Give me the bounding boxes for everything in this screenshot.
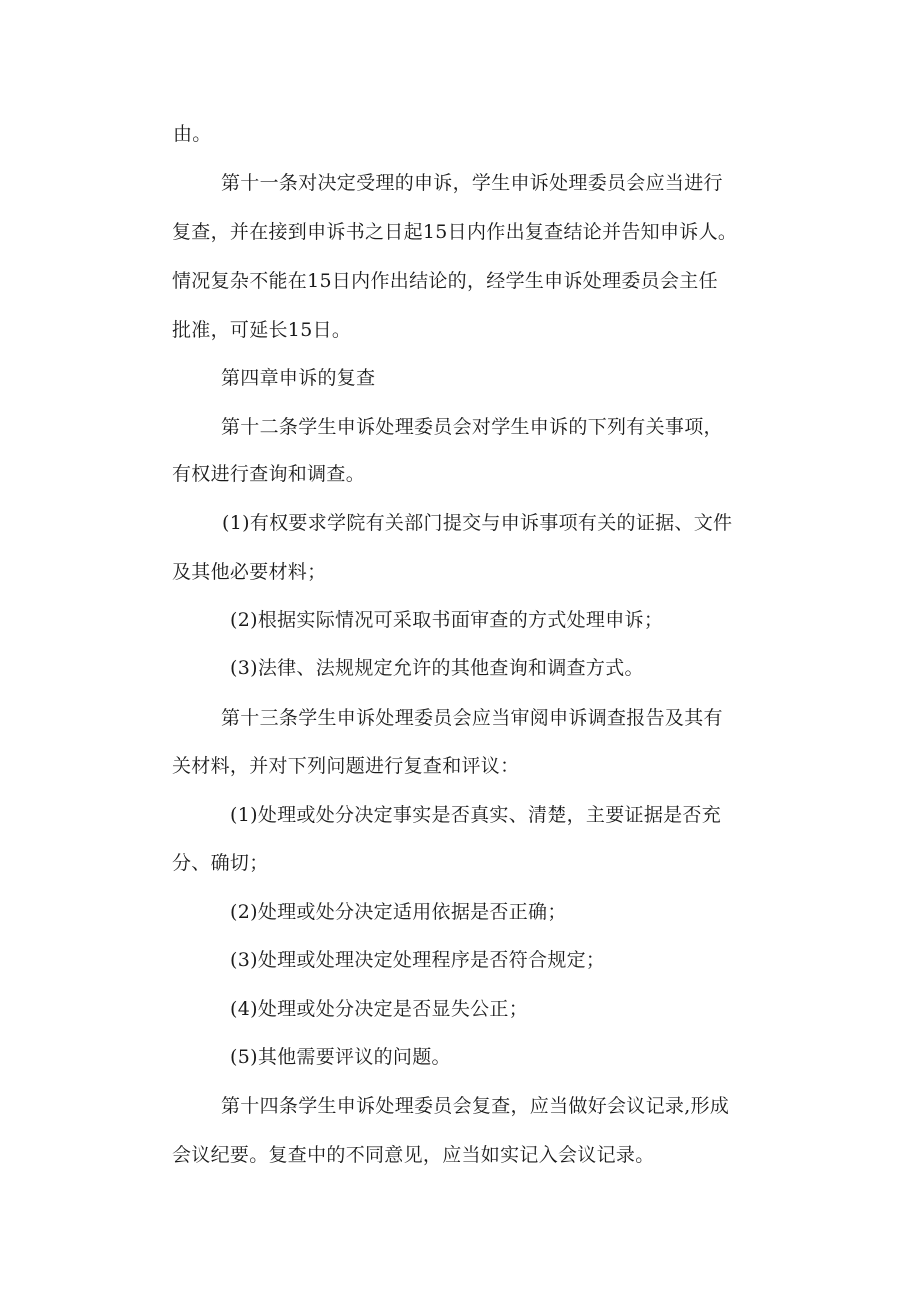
text-line: 分、确切；: [172, 852, 269, 874]
text-line: 关材料，并对下列问题进行复查和评议：: [172, 755, 520, 777]
text-line: 情况复杂不能在15日内作出结论的，经学生申诉处理委员会主任: [172, 270, 718, 292]
text-line: 会议纪要。复查中的不同意见，应当如实记入会议记录。: [172, 1144, 655, 1166]
list-item-line: (2)根据实际情况可采取书面审查的方式处理申诉；: [230, 609, 664, 631]
text-line: 由。: [173, 123, 212, 145]
list-item-line: (3)处理或处理决定处理程序是否符合规定；: [230, 949, 606, 971]
list-item-line: (5)其他需要评议的问题。: [230, 1046, 451, 1068]
list-item-line: (1)有权要求学院有关部门提交与申诉事项有关的证据、文件: [222, 512, 733, 534]
article-11-heading-line: 第十一条对决定受理的申诉，学生申诉处理委员会应当进行: [221, 172, 723, 194]
list-item-line: (4)处理或处分决定是否显失公正；: [230, 998, 529, 1020]
text-line: 及其他必要材料；: [172, 561, 327, 583]
text-line: 批准，可延长15日。: [172, 319, 352, 341]
text-line: 有权进行查询和调查。: [172, 463, 366, 485]
list-item-line: (2)处理或处分决定适用依据是否正确；: [230, 901, 567, 923]
article-12-heading-line: 第十二条学生申诉处理委员会对学生申诉的下列有关事项，: [221, 416, 723, 438]
list-item-line: (1)处理或处分决定事实是否真实、清楚，主要证据是否充: [230, 804, 722, 826]
chapter-4-heading: 第四章申诉的复查: [221, 367, 376, 389]
list-item-line: (3)法律、法规规定允许的其他查询和调查方式。: [230, 657, 644, 679]
text-line: 复查，并在接到申诉书之日起15日内作出复查结论并告知申诉人。: [172, 221, 738, 243]
article-14-heading-line: 第十四条学生申诉处理委员会复查，应当做好会议记录,形成: [221, 1095, 730, 1117]
article-13-heading-line: 第十三条学生申诉处理委员会应当审阅申诉调查报告及其有: [221, 707, 723, 729]
